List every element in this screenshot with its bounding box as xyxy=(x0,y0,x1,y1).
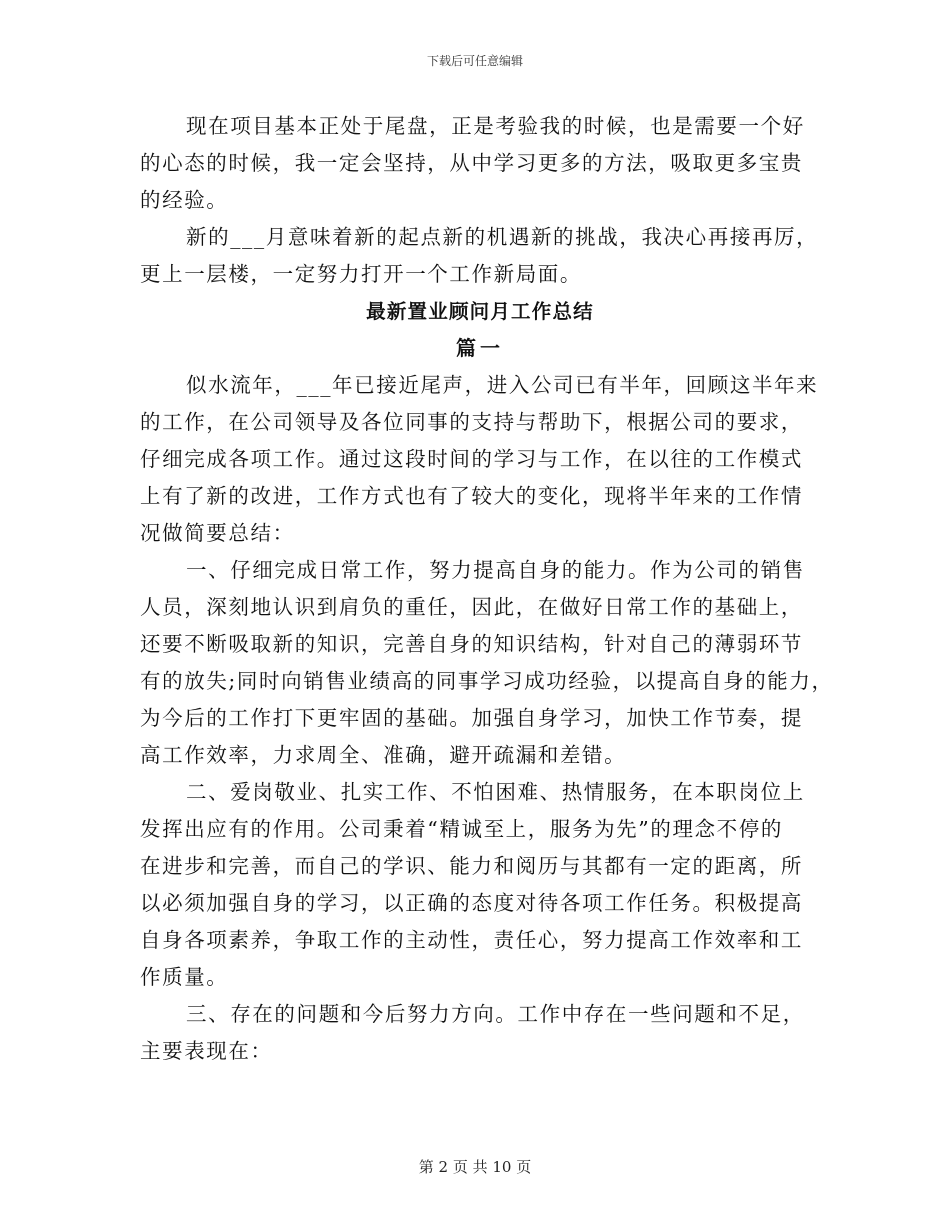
paragraph-line: 一、仔细完成日常工作，努力提高自身的能力。作为公司的销售 xyxy=(186,558,805,582)
paragraph-line: 三、存在的问题和今后努力方向。工作中存在一些问题和不足， xyxy=(186,1002,805,1026)
paragraph-line: 在进步和完善，而自己的学识、能力和阅历与其都有一定的距离，所 xyxy=(140,854,803,878)
paragraph-line: 的心态的时候，我一定会坚持，从中学习更多的方法，吸取更多宝贵 xyxy=(140,151,803,175)
paragraph-line: 为今后的工作打下更牢固的基础。加强自身学习，加快工作节奏，提 xyxy=(140,706,803,730)
section-title: 最新置业顾问月工作总结 xyxy=(366,300,594,323)
page-number: 第 2 页 共 10 页 xyxy=(418,1158,532,1176)
paragraph-line: 新的___月意味着新的起点新的机遇新的挑战，我决心再接再厉， xyxy=(186,225,819,249)
document-body xyxy=(140,108,834,1070)
paragraph-line: 现在项目基本正处于尾盘，正是考验我的时候，也是需要一个好 xyxy=(186,114,805,138)
paragraph-line: 上有了新的改进，工作方式也有了较大的变化，现将半年来的工作情 xyxy=(140,484,803,508)
paragraph-line: 的工作，在公司领导及各位同事的支持与帮助下，根据公司的要求， xyxy=(140,410,803,434)
page-header: 下载后可任意编辑 xyxy=(426,54,523,68)
paragraph-line: 的经验。 xyxy=(140,188,229,212)
paragraph-line: 二、爱岗敬业、扎实工作、不怕困难、热情服务，在本职岗位上 xyxy=(186,780,805,804)
paragraph-line: 似水流年，___年已接近尾声，进入公司已有半年，回顾这半年来 xyxy=(186,373,819,397)
paragraph-line: 更上一层楼，一定努力打开一个工作新局面。 xyxy=(140,262,582,286)
paragraph-line: 还要不断吸取新的知识，完善自身的知识结构，针对自己的薄弱环节 xyxy=(140,632,803,656)
paragraph-line: 高工作效率，力求周全、准确，避开疏漏和差错。 xyxy=(140,743,627,767)
paragraph-line: 发挥出应有的作用。公司秉着“精诚至上，服务为先”的理念不停的 xyxy=(140,817,783,841)
section-subtitle: 篇一 xyxy=(456,336,504,360)
paragraph-line: 人员，深刻地认识到肩负的重任，因此，在做好日常工作的基础上， xyxy=(140,595,803,619)
paragraph-line: 作质量。 xyxy=(140,965,229,989)
paragraph-line: 仔细完成各项工作。通过这段时间的学习与工作，在以往的工作模式 xyxy=(140,447,803,471)
paragraph-line: 主要表现在： xyxy=(140,1039,273,1063)
paragraph-line: 以必须加强自身的学习，以正确的态度对待各项工作任务。积极提高 xyxy=(140,891,803,915)
paragraph-line: 有的放失;同时向销售业绩高的同事学习成功经验，以提高自身的能力， xyxy=(140,669,834,693)
paragraph-line: 况做简要总结： xyxy=(140,521,295,545)
paragraph-line: 自身各项素养，争取工作的主动性，责任心，努力提高工作效率和工 xyxy=(140,928,803,952)
